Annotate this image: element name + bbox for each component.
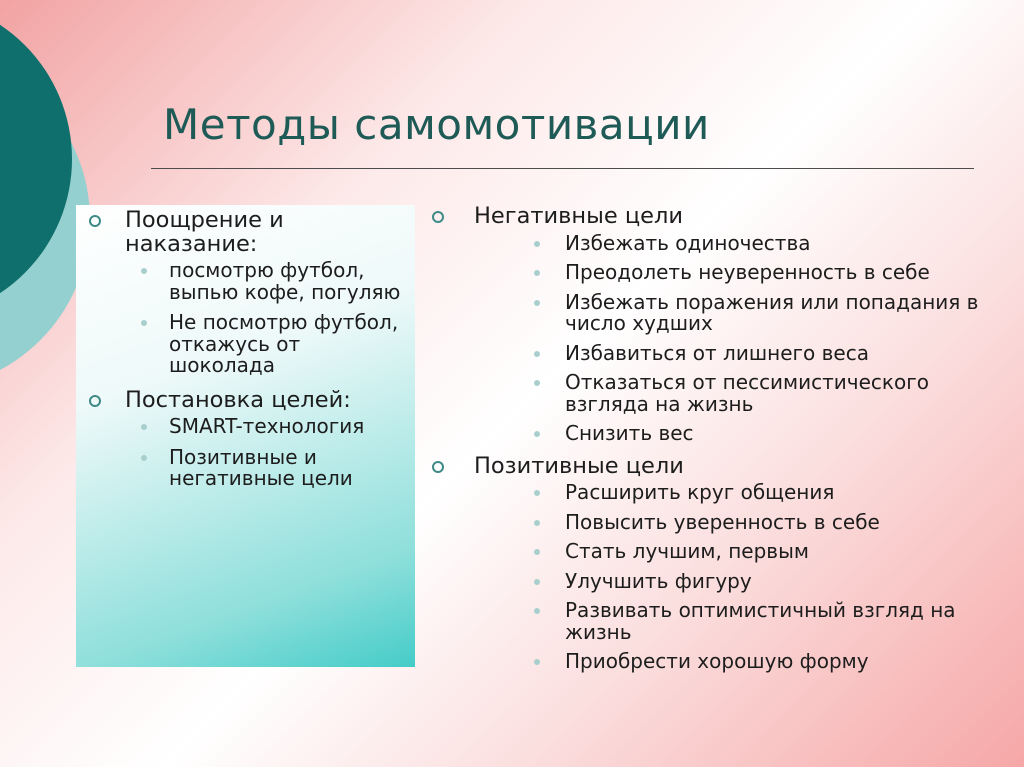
hollow-circle-bullet-icon bbox=[432, 461, 444, 473]
sub-list-item bbox=[474, 340, 1017, 365]
sub-list-item bbox=[474, 289, 1017, 335]
sub-list-item bbox=[474, 651, 1017, 673]
sub-list-item-label: Избежать поражения или попадания в число худших bbox=[565, 289, 979, 335]
dot-bullet-icon bbox=[534, 431, 540, 437]
list-item bbox=[427, 452, 1017, 673]
slide-title: Методы самомотивации bbox=[163, 100, 710, 149]
dot-bullet-icon bbox=[534, 659, 540, 665]
sub-list-item bbox=[474, 372, 1017, 415]
dot-bullet-icon bbox=[534, 520, 540, 526]
sub-list-item-label: Снизить вес bbox=[565, 421, 694, 445]
sub-list-item bbox=[474, 509, 1017, 534]
sub-list-item bbox=[474, 600, 1017, 643]
sub-list-item bbox=[474, 541, 1017, 563]
sub-list bbox=[125, 260, 404, 377]
sub-list-item-label: Стать лучшим, первым bbox=[565, 539, 809, 563]
sub-list-item-label: Избавиться от лишнего веса bbox=[565, 340, 869, 365]
dot-bullet-icon bbox=[534, 490, 540, 496]
hollow-circle-bullet-icon bbox=[89, 395, 101, 407]
sub-list-item bbox=[125, 260, 404, 303]
dot-bullet-icon bbox=[141, 268, 147, 274]
list-item bbox=[427, 205, 1017, 445]
sub-list-item-label: Отказаться от пессимистического взгляда на жизнь bbox=[565, 370, 929, 416]
left-bullet-list bbox=[84, 209, 404, 502]
list-item bbox=[84, 209, 404, 377]
sub-list-item bbox=[474, 262, 1017, 284]
sub-list-item-label: Избежать одиночества bbox=[565, 230, 811, 255]
list-item-label: Постановка целей: bbox=[125, 386, 351, 413]
sub-list-item bbox=[474, 423, 1017, 445]
dot-bullet-icon bbox=[534, 380, 540, 386]
dot-bullet-icon bbox=[534, 549, 540, 555]
dot-bullet-icon bbox=[534, 300, 540, 306]
dot-bullet-icon bbox=[534, 608, 540, 614]
sub-list bbox=[474, 482, 1017, 673]
sub-list-item-label: Преодолеть неуверенность в себе bbox=[565, 260, 930, 284]
right-bullet-list bbox=[427, 205, 1017, 683]
sub-list-item bbox=[125, 312, 404, 377]
sub-list-item bbox=[474, 482, 1017, 504]
sub-list-item-label: Улучшить фигуру bbox=[565, 568, 752, 593]
sub-list bbox=[474, 230, 1017, 445]
sub-list-item-label: Приобрести хорошую форму bbox=[565, 649, 869, 673]
dot-bullet-icon bbox=[141, 424, 147, 430]
title-divider bbox=[151, 168, 974, 169]
sub-list-item-label: Не посмотрю футбол, откажусь от шоколада bbox=[169, 310, 399, 377]
sub-list-item-label: Позитивные и негативные цели bbox=[169, 444, 353, 490]
sub-list-item-label: Развивать оптимистичный взгляд на жизнь bbox=[565, 598, 956, 644]
hollow-circle-bullet-icon bbox=[432, 211, 444, 223]
sub-list-item bbox=[474, 230, 1017, 255]
dot-bullet-icon bbox=[141, 320, 147, 326]
sub-list-item-label: Повысить уверенность в себе bbox=[565, 509, 880, 534]
list-item-label: Негативные цели bbox=[474, 203, 683, 229]
sub-list bbox=[125, 416, 404, 490]
sub-list-item bbox=[474, 568, 1017, 593]
sub-list-item bbox=[125, 416, 404, 438]
list-item-label: Позитивные цели bbox=[474, 452, 684, 479]
sub-list-item-label: SMART-технология bbox=[169, 414, 365, 438]
dot-bullet-icon bbox=[534, 579, 540, 585]
list-item bbox=[84, 386, 404, 490]
sub-list-item bbox=[125, 444, 404, 490]
dot-bullet-icon bbox=[534, 270, 540, 276]
sub-list-item-label: посмотрю футбол, выпью кофе, погуляю bbox=[169, 258, 401, 304]
dot-bullet-icon bbox=[141, 455, 147, 461]
sub-list-item-label: Расширить круг общения bbox=[565, 480, 835, 504]
hollow-circle-bullet-icon bbox=[89, 215, 101, 227]
list-item-label: Поощрение и наказание: bbox=[125, 207, 284, 257]
dot-bullet-icon bbox=[534, 241, 540, 247]
dot-bullet-icon bbox=[534, 351, 540, 357]
